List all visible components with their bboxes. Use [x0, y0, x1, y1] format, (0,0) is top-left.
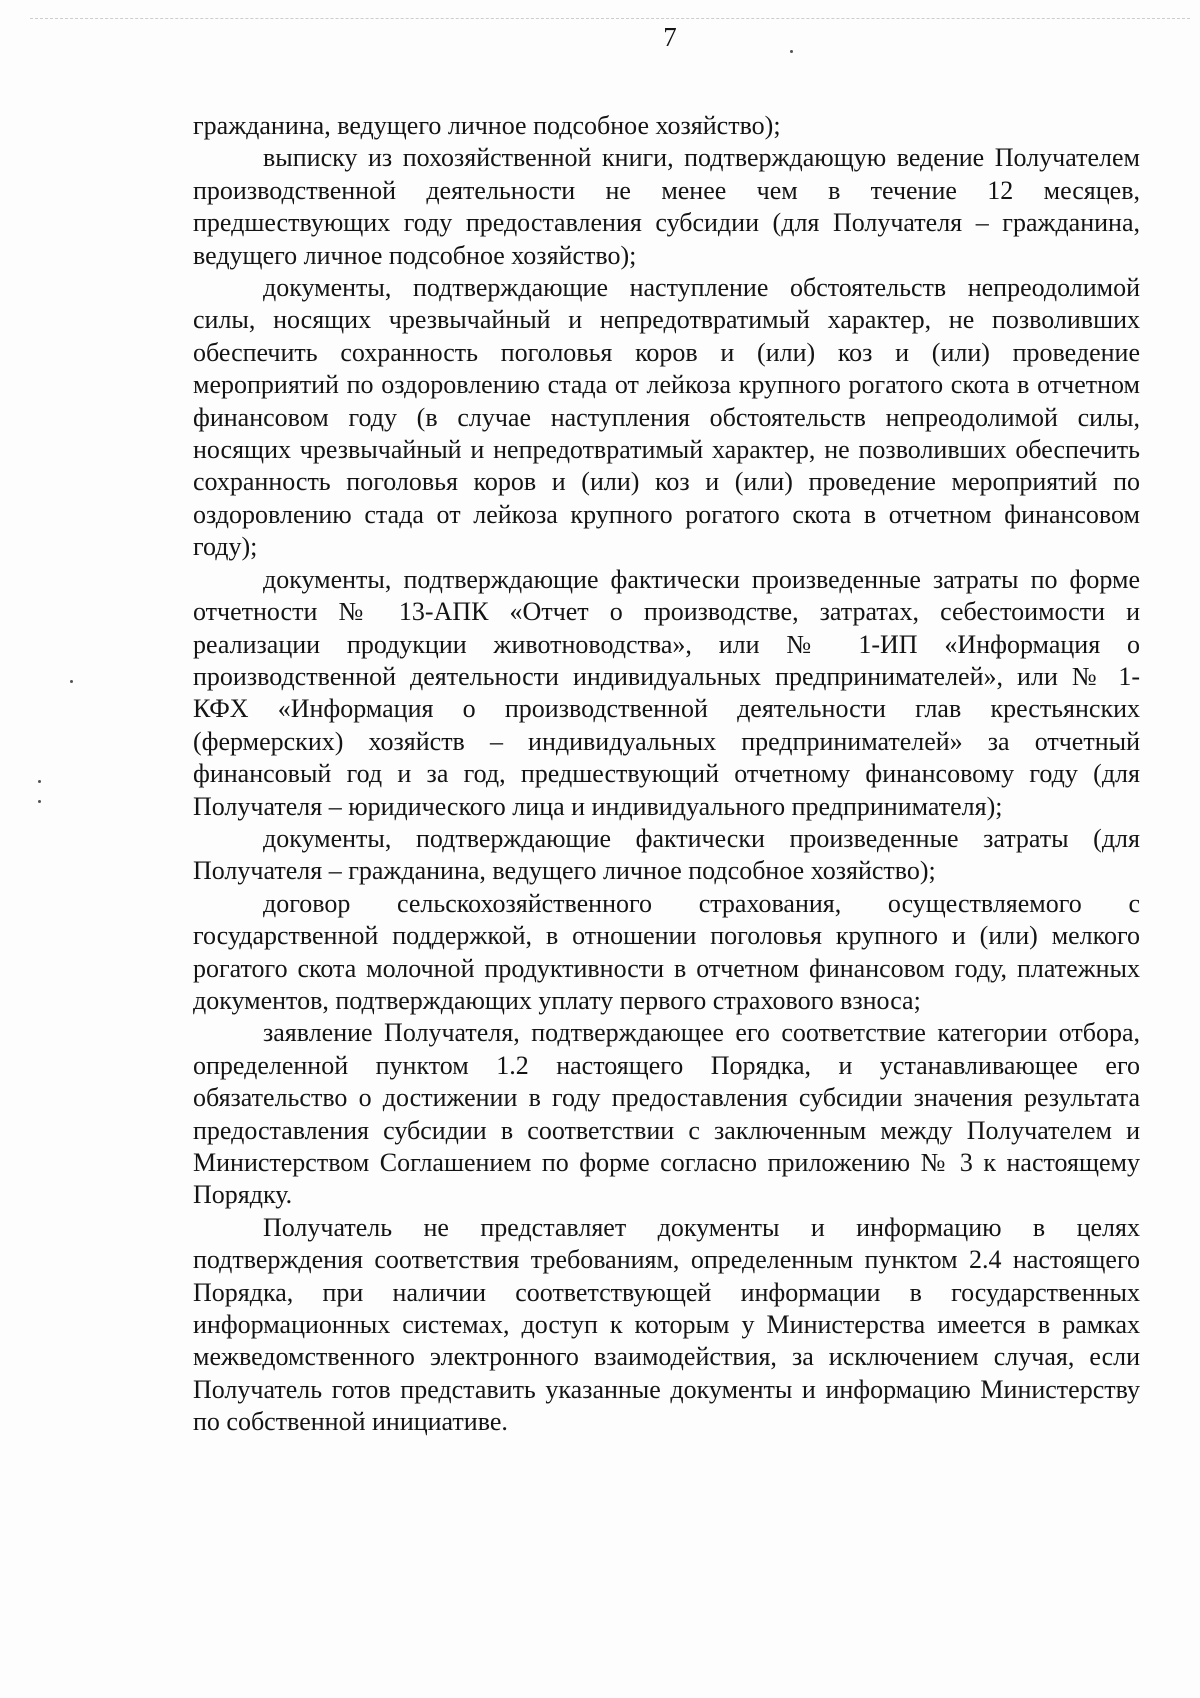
paragraph: документы, подтверждающие фактически произведенные затраты по форме отчетности № 13-АПК «Отчет о производстве, затратах, себестоимости и реализации продукции животноводства», или № 1-ИП «Информация о производственной деятельности индивидуальных предпринимателей», или № 1-КФХ «Информация о производственной деятельности глав крестьянских (фермерских) хозяйств – индивидуальных предпринимателей» за отчетный финансовый год и за год, предшествующий отчетному финансовому году (для Получателя – юридического лица и индивидуального предпринимателя);: [193, 564, 1140, 821]
paragraph: Получатель не представляет документы и информацию в целях подтверждения соответствия требованиям, определенным пунктом 2.4 настоящего Порядка, при наличии соответствующей информации в государственных информационных системах, доступ к которым у Министерства имеется в рамках межведомственного электронного взаимодействия, за исключением случая, если Получатель готов представить указанные документы и информацию Министерству по собственной инициативе.: [193, 1212, 1140, 1437]
paragraph: договор сельскохозяйственного страхования, осуществляемого с государственной поддержкой, в отношении поголовья крупного и (или) мелкого рогатого скота молочной продуктивности в отчетном финансовом году, платежных документов, подтверждающих уплату первого страхового взноса;: [193, 888, 1140, 1015]
scan-speck: [38, 780, 41, 783]
scan-speck: [70, 680, 73, 683]
paragraph: документы, подтверждающие фактически произведенные затраты (для Получателя – гражданина, ведущего личное подсобное хозяйство);: [193, 823, 1140, 886]
scan-speck: [38, 800, 41, 803]
paragraph: выписку из похозяйственной книги, подтверждающую ведение Получателем производственной деятельности не менее чем в течение 12 месяцев, предшествующих году предоставления субсидии (для Получателя – гражданина, ведущего личное подсобное хозяйство);: [193, 143, 1140, 270]
document-body: [193, 110, 1140, 1439]
scan-speck: [790, 50, 793, 53]
paragraph: документы, подтверждающие наступление обстоятельств непреодолимой силы, носящих чрезвычайный и непредотвратимый характер, не позволивших обеспечить сохранность поголовья коров и (или) коз и (или) проведение мероприятий по оздоровлению стада от лейкоза крупного рогатого скота в отчетном финансовом году (в случае наступления обстоятельств непреодолимой силы, носящих чрезвычайный и непредотвратимый характер, не позволивших обеспечить сохранность поголовья коров и (или) коз и (или) проведение мероприятий по оздоровлению стада от лейкоза крупного рогатого скота в отчетном финансовом году);: [193, 273, 1140, 562]
paragraph: заявление Получателя, подтверждающее его соответствие категории отбора, определенной пунктом 1.2 настоящего Порядка, и устанавливающее его обязательство о достижении в году предоставления субсидии значения результата предоставления субсидии в соответствии с заключенным между Получателем и Министерством Соглашением по форме согласно приложению № 3 к настоящему Порядку.: [193, 1018, 1140, 1210]
page-number: 7: [663, 22, 677, 52]
paragraph: гражданина, ведущего личное подсобное хозяйство);: [193, 111, 781, 140]
